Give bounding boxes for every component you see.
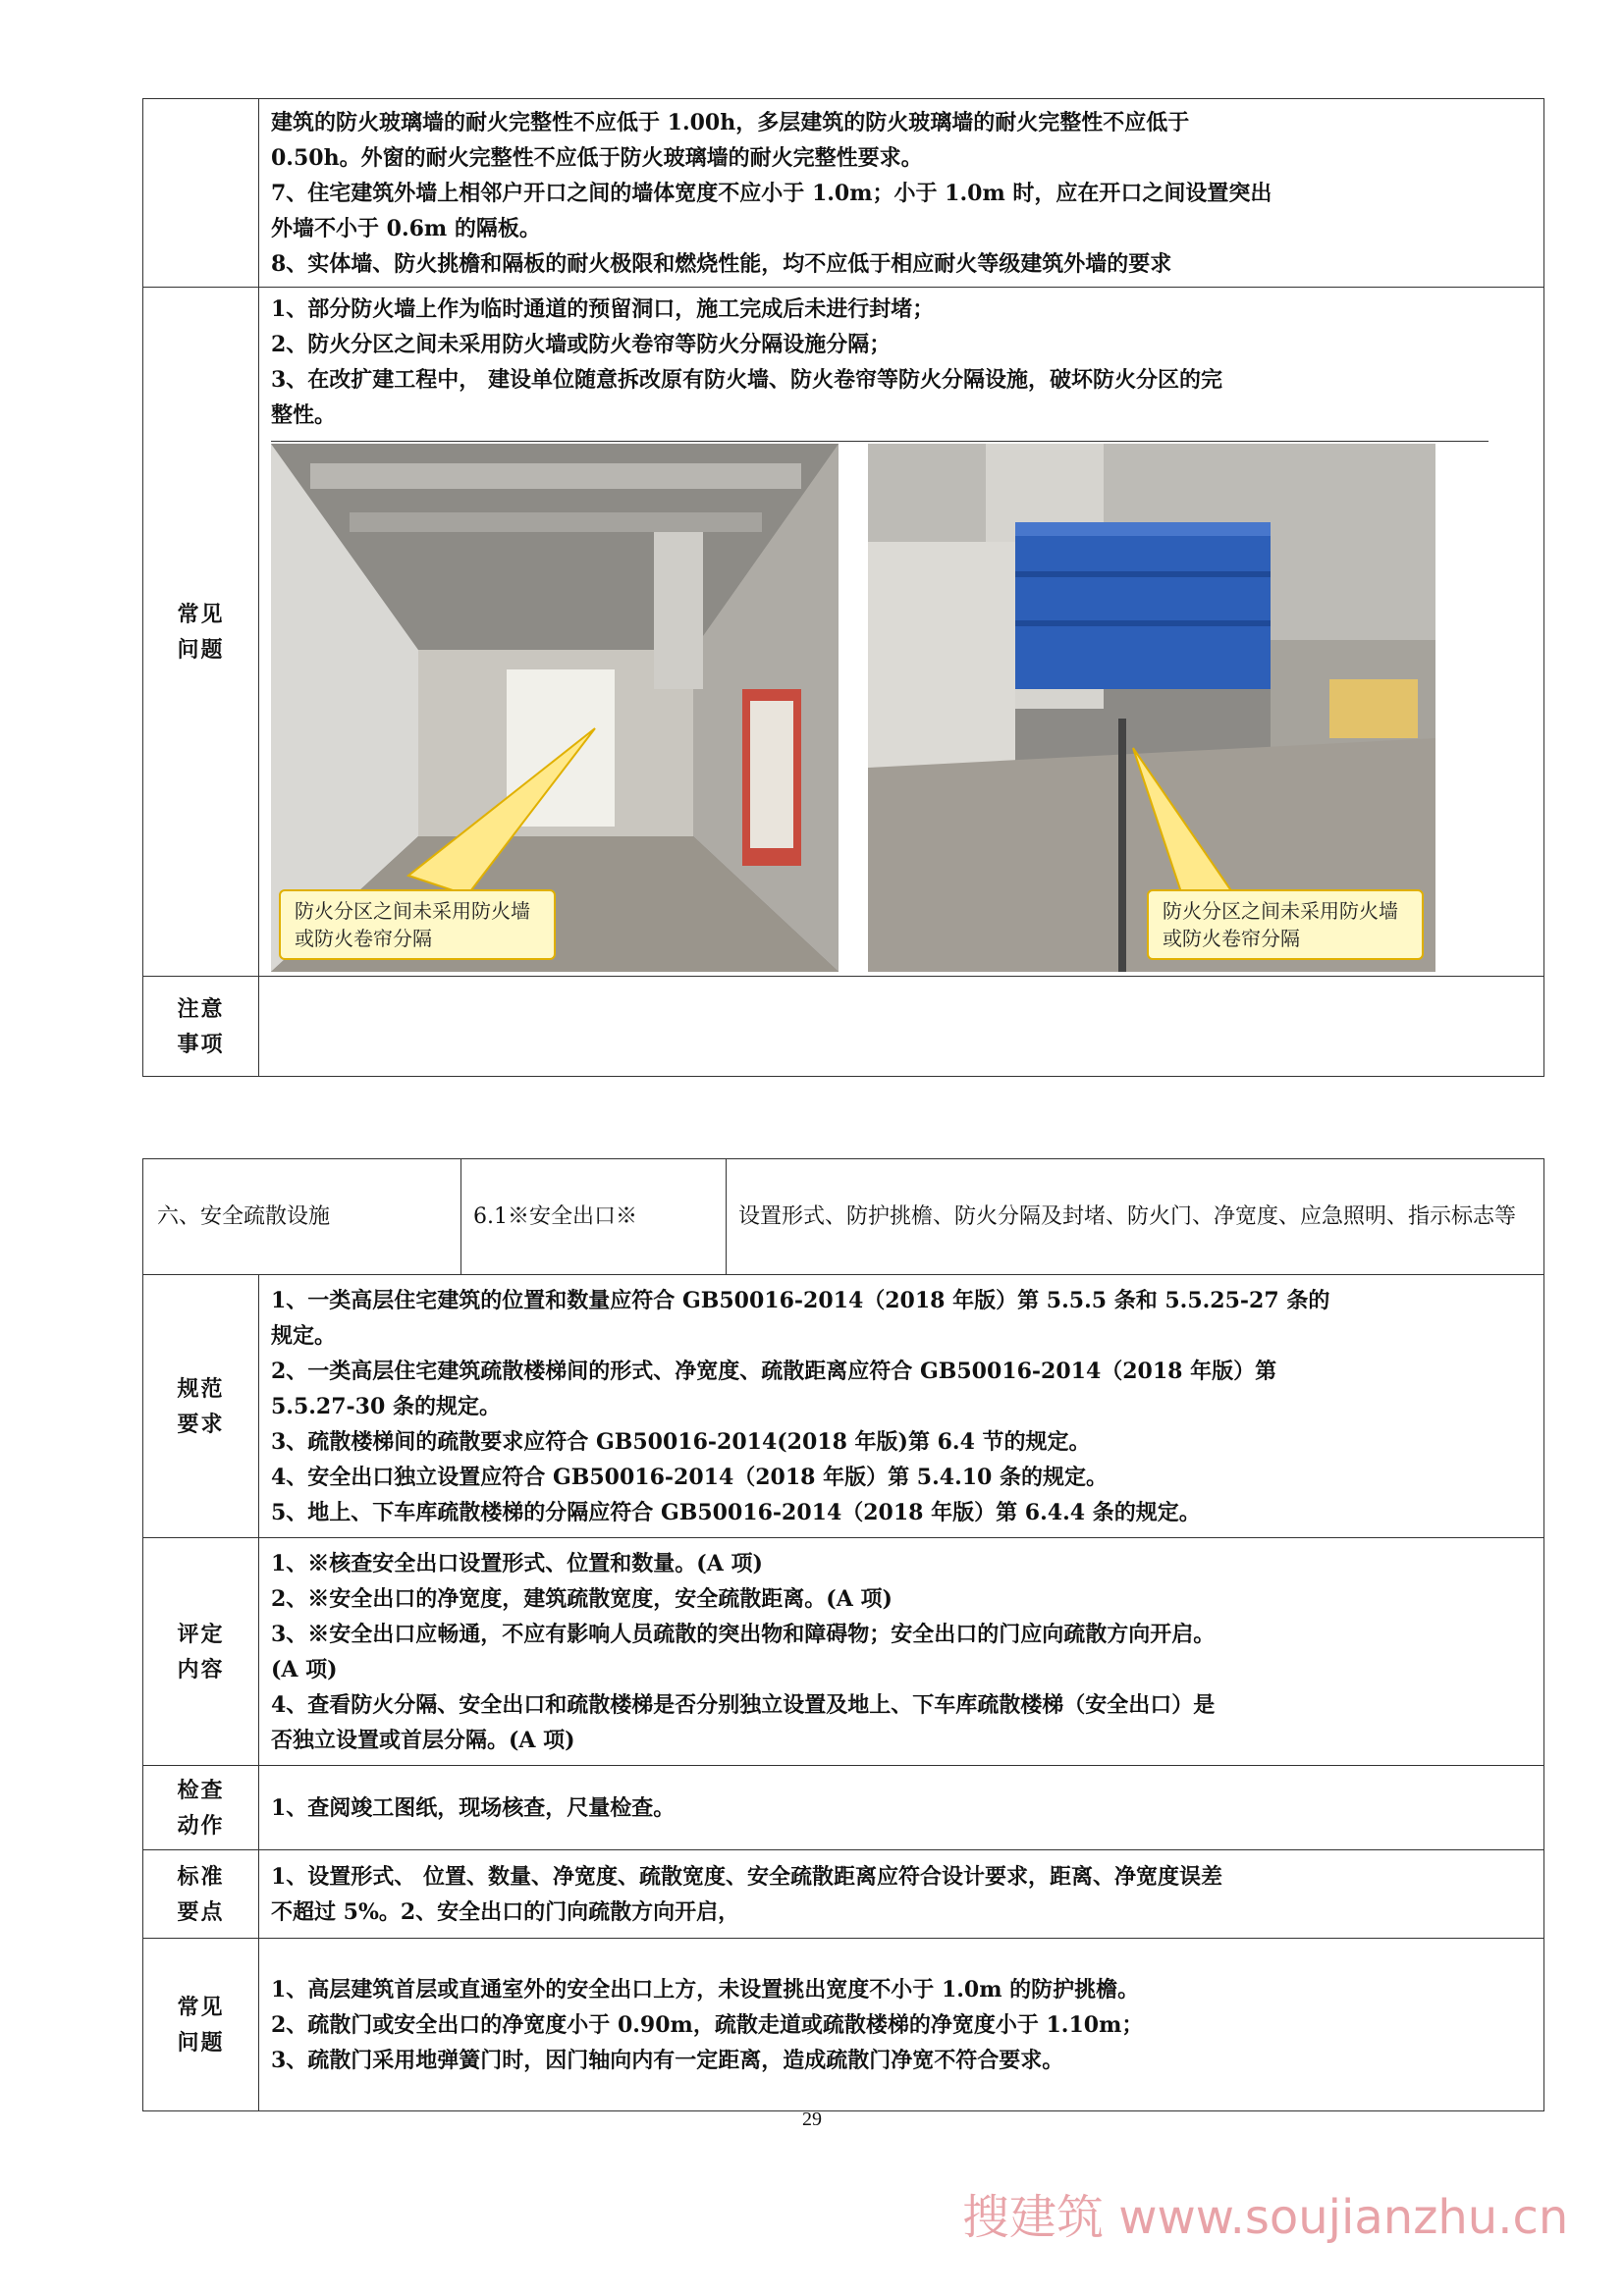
table-row [143, 1939, 1544, 2111]
row-label-standard: 标准 要点 [143, 1850, 259, 1939]
watermark: 搜建筑 www.soujianzhu.cn [962, 2190, 1569, 2245]
item-scope: 设置形式、防护挑檐、防火分隔及封堵、防火门、净宽度、应急照明、指示标志等 [727, 1159, 1544, 1275]
row-content: 1、一类高层住宅建筑的位置和数量应符合 GB50016-2014（2018 年版）第 5.5.5 条和 5.5.25-27 条的 规定。 2、一类高层住宅建筑疏散楼梯间的形式、净宽度、疏散距离应符合 GB50016-2014（2018 年版）第 5.5.27-30 条的规定。 3、疏散楼梯间的疏散要求应符合 GB50016-2014(2018 年版)第 6.4 节的规定。 4、安全出口独立设置应符合 GB50016-2014（2018 年版）第 5.4.10 条的规定。 5、地上、下车库疏散楼梯的分隔应符合 GB50016-2014（2018 年版）第 6.4.4 条的规定。 [259, 1275, 1544, 1538]
table-row [143, 1538, 1544, 1766]
table-safety-exits [142, 1158, 1544, 2111]
table-row [143, 288, 1544, 977]
table-row [143, 1850, 1544, 1939]
table-row [143, 977, 1544, 1077]
table-row [143, 99, 1544, 288]
site-photo-hall [868, 444, 1435, 972]
row-label-code-requirements: 规范 要求 [143, 1275, 259, 1538]
table-fire-separation [142, 98, 1544, 1077]
row-label-notes: 注意 事项 [143, 977, 259, 1077]
item-title: 6.1※安全出口※ [461, 1159, 727, 1275]
table-header-row [143, 1159, 1544, 1275]
table-row [143, 1275, 1544, 1538]
row-content: 1、查阅竣工图纸，现场核查，尺量检查。 [259, 1766, 1544, 1850]
row-content-empty [259, 977, 1544, 1077]
table-row [143, 1766, 1544, 1850]
row-content: 建筑的防火玻璃墙的耐火完整性不应低于 1.00h，多层建筑的防火玻璃墙的耐火完整性不应低于 0.50h。外窗的耐火完整性不应低于防火玻璃墙的耐火完整性要求。 7、住宅建筑外墙上相邻户开口之间的墙体宽度不应小于 1.0m；小于 1.0m 时，应在开口之间设置突出 外墙不小于 0.6m 的隔板。 8、实体墙、防火挑檐和隔板的耐火极限和燃烧性能，均不应低于相应耐火等级建筑外墙的要求 [259, 99, 1544, 288]
row-label-empty [143, 99, 259, 288]
row-content: 1、※核查安全出口设置形式、位置和数量。(A 项) 2、※安全出口的净宽度，建筑疏散宽度，安全疏散距离。(A 项) 3、※安全出口应畅通，不应有影响人员疏散的突出物和障碍物；安全出口的门应向疏散方向开启。 (A 项) 4、查看防火分隔、安全出口和疏散楼梯是否分别独立设置及地上、下车库疏散楼梯（安全出口）是 否独立设置或首层分隔。(A 项) [259, 1538, 1544, 1766]
row-content: 1、设置形式、 位置、数量、净宽度、疏散宽度、安全疏散距离应符合设计要求，距离、净宽度误差 不超过 5%。2、安全出口的门向疏散方向开启， [259, 1850, 1544, 1939]
row-label-common-issues: 常见 问题 [143, 1939, 259, 2111]
photo-caption: 防火分区之间未采用防火墙或防火卷帘分隔 [1147, 889, 1424, 960]
row-label-common-issues: 常见 问题 [143, 288, 259, 977]
section-title: 六、安全疏散设施 [143, 1159, 461, 1275]
row-label-evaluation: 评定 内容 [143, 1538, 259, 1766]
row-label-inspection: 检查 动作 [143, 1766, 259, 1850]
page-number: 29 [802, 2109, 822, 2130]
site-photo-corridor [271, 444, 839, 972]
photo-caption: 防火分区之间未采用防火墙或防火卷帘分隔 [279, 889, 556, 960]
photo-strip [271, 441, 1489, 972]
row-content: 1、部分防火墙上作为临时通道的预留洞口，施工完成后未进行封堵； 2、防火分区之间未采用防火墙或防火卷帘等防火分隔设施分隔； 3、在改扩建工程中， 建设单位随意拆改原有防火墙、防火卷帘等防火分隔设施，破坏防火分区的完 整性。 防火分区之间未采用防火墙或防火卷帘分隔 防火分区之间未采用防火墙或防火卷帘分隔 [259, 288, 1544, 977]
row-content: 1、高层建筑首层或直通室外的安全出口上方，未设置挑出宽度不小于 1.0m 的防护挑檐。 2、疏散门或安全出口的净宽度小于 0.90m，疏散走道或疏散楼梯的净宽度小于 1.10m； 3、疏散门采用地弹簧门时，因门轴向内有一定距离，造成疏散门净宽不符合要求。 [259, 1939, 1544, 2111]
